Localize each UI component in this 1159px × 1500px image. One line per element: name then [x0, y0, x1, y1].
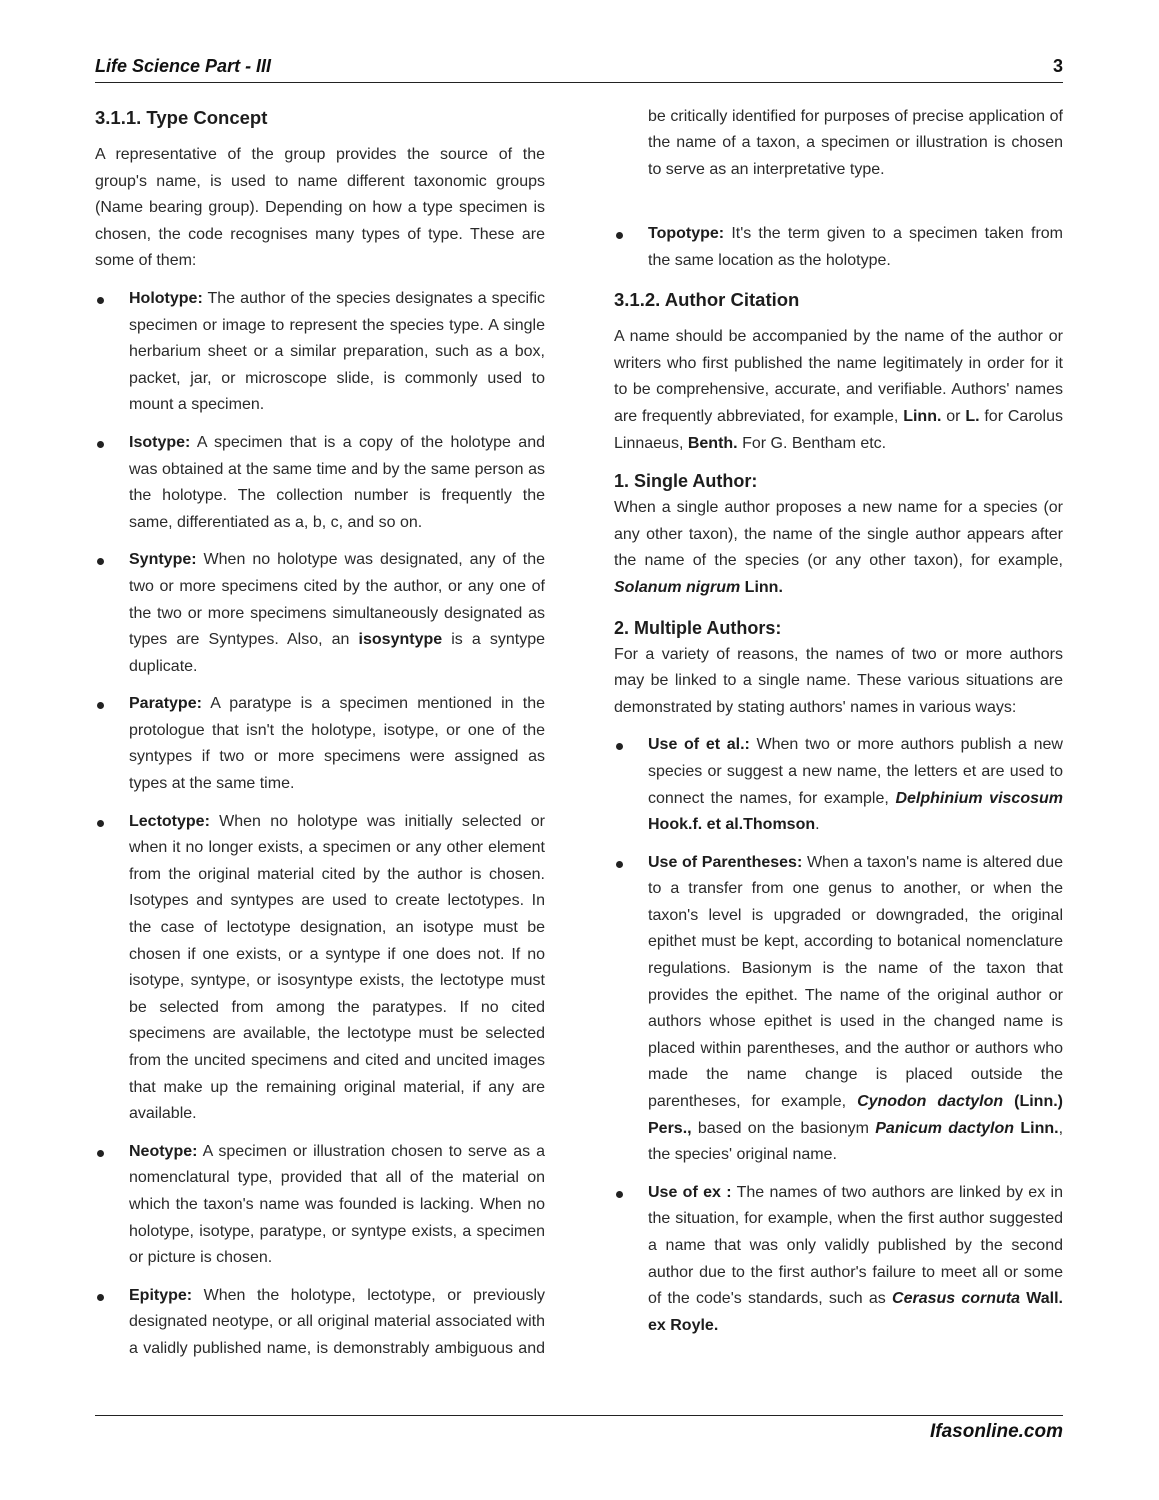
- bullet-icon: [97, 1150, 104, 1157]
- section-heading-author-citation: 3.1.2. Author Citation: [614, 289, 800, 311]
- author-royle: Wall. ex Royle.: [648, 1290, 1063, 1334]
- bullet-icon: [97, 702, 104, 709]
- term-ex: Use of ex :: [648, 1183, 732, 1201]
- author-linn: Linn.: [740, 578, 783, 596]
- footer-site: Ifasonline.com: [929, 1421, 1063, 1442]
- topotype-text: It's the term given to a specimen taken from the same location as the holotype.: [648, 225, 1063, 269]
- paratype-text: A paratype is a specimen mentioned in the protologue that isn't the holotype, isotype, or one of the syntypes if two or more specimens were assigned as types at the same time.: [129, 695, 545, 793]
- species-delphinium: Delphinium viscosum: [895, 789, 1063, 807]
- isosyntype-term: isosyntype: [358, 631, 443, 649]
- list-item-syntype: [95, 547, 545, 680]
- ex-text: The names of two authors are linked by ex in the situation, for example, when the first author suggested a name that was only validly published by the second author due to the first author's failure to meet all or some of the code's standards, such as: [648, 1183, 1063, 1308]
- list-item-lectotype: [95, 809, 545, 1128]
- header-title: Life Science Part - III: [95, 56, 272, 76]
- lectotype-text: When no holotype was initially selected or when it no longer exists, a specimen or any other element from the original material cited by the author is chosen. Isotypes and syntypes are used to create lectotypes. In the case of lectotype designation, an isotype must be chosen if one exists, or a syntype if one does not. If no isotype, syntype, or isosyntype exists, the lectotype must be selected from among the paratypes. If no cited specimens are available, the lectotype must be selected from the uncited specimens and cited and uncited images that make up the remaining original material, if any are available.: [129, 812, 545, 1123]
- et-al-text: When two or more authors publish a new species or suggest a new name, the letters et are used to connect the names, for example,: [648, 736, 1063, 807]
- term-lectotype: Lectotype:: [129, 812, 210, 830]
- bullet-icon: [97, 297, 104, 304]
- bullet-icon: [97, 558, 104, 565]
- term-syntype: Syntype:: [129, 551, 197, 569]
- list-item-paratype: [95, 691, 545, 797]
- author-linn-2: Linn.: [1014, 1119, 1059, 1137]
- bullet-icon: [616, 861, 623, 868]
- syntype-text: When no holotype was designated, any of the two or more specimens cited by the author, or any one of the two or more specimens simultaneously designated as types are Syntypes. Also, an: [129, 551, 545, 649]
- left-column: [95, 104, 545, 1363]
- parentheses-mid: based on the basionym: [691, 1119, 876, 1137]
- list-item-isotype: [95, 430, 545, 536]
- multiple-authors-text: For a variety of reasons, the names of two or more authors may be linked to a single name. These various situations are demonstrated by stating authors' names in various ways:: [614, 645, 1063, 716]
- species-solanum: Solanum nigrum: [614, 578, 741, 596]
- holotype-text: The author of the species designates a specific specimen or image to represent the species type. A single herbarium sheet or a similar preparation, such as a box, packet, jar, or microscope slide, is commonly used to mount a specimen.: [129, 289, 545, 414]
- bullet-icon: [616, 743, 623, 750]
- abbr-l: L.: [965, 407, 980, 425]
- term-topotype: Topotype:: [648, 225, 725, 242]
- subheading-multiple-authors: 2. Multiple Authors:: [614, 617, 782, 638]
- list-item-holotype: [95, 286, 545, 419]
- single-author-text: [614, 495, 1063, 601]
- epitype-text: When the holotype, lectotype, or previously designated neotype, or all original material associated with a validly published name, is demonstrably ambiguous and: [129, 1286, 545, 1357]
- species-cerasus: Cerasus cornuta: [892, 1290, 1021, 1308]
- abbr-benth: Benth.: [687, 434, 738, 452]
- bullet-icon: [97, 441, 104, 448]
- epitype-continued-text: [648, 104, 1063, 210]
- term-paratype: Paratype:: [129, 695, 202, 713]
- parentheses-end: , the species' original name.: [648, 1119, 1064, 1164]
- et-al-end: .: [815, 816, 820, 834]
- term-holotype: Holotype:: [129, 289, 203, 307]
- abbr-linn: Linn.: [903, 407, 942, 425]
- type-concept-intro: A representative of the group provides the source of the group's name, is used to name different taxonomic groups (Name bearing group). Depending on how a type specimen is chosen, the code recognises many types of type. These are some of them:: [95, 146, 545, 270]
- term-epitype: Epitype:: [129, 1286, 193, 1304]
- list-item-epitype: [95, 1283, 545, 1363]
- page-header: [95, 56, 1063, 83]
- author-hook: Hook.f. et al.Thomson: [648, 816, 816, 834]
- footer-divider: [95, 1415, 1063, 1416]
- neotype-text: A specimen or illustration chosen to serve as a nomenclatural type, provided that all of the material on which the taxon's name was founded is lacking. When no holotype, isotype, paratype, or syntype exists, a specimen or picture is chosen.: [129, 1142, 545, 1267]
- epitype-continuation: [614, 104, 1063, 210]
- section-heading-type-concept: 3.1.1. Type Concept: [95, 107, 268, 128]
- author-citation-intro: [614, 324, 1063, 457]
- species-cynodon: Cynodon dactylon: [857, 1093, 1004, 1111]
- syntype-text-end: is a syntype duplicate.: [129, 631, 545, 675]
- list-item-ex: [614, 1180, 1063, 1340]
- intro-carolus: for Carolus Linnaeus,: [614, 407, 1063, 452]
- list-item-et-al: [614, 732, 1063, 838]
- intro-or: or: [941, 407, 966, 425]
- single-text: When a single author proposes a new name for a species (or any other taxon), the name of the single author appears after the name of the species (or any other taxon), for example,: [614, 499, 1063, 570]
- list-item-topotype: [614, 221, 1063, 274]
- intro-text: A name should be accompanied by the name of the author or writers who first published the name legitimately in order for it to be comprehensive, accurate, and verifiable. Authors' names are frequently abbreviated, for example,: [614, 328, 1063, 425]
- bullet-icon: [97, 820, 104, 827]
- species-panicum: Panicum dactylon: [875, 1119, 1015, 1137]
- intro-bentham: For G. Bentham etc.: [737, 434, 887, 452]
- bullet-icon: [97, 1294, 104, 1301]
- list-item-neotype: [95, 1139, 545, 1272]
- term-isotype: Isotype:: [129, 433, 191, 451]
- subheading-single-author: 1. Single Author:: [614, 471, 758, 492]
- term-neotype: Neotype:: [129, 1142, 198, 1160]
- term-et-al: Use of et al.:: [648, 736, 750, 754]
- list-item-parentheses: [614, 850, 1063, 1169]
- author-pers: (Linn.) Pers.,: [648, 1093, 1064, 1137]
- right-column: [614, 104, 1063, 1339]
- term-parentheses: Use of Parentheses:: [648, 853, 803, 871]
- bullet-icon: [616, 232, 623, 239]
- bullet-icon: [616, 1191, 623, 1198]
- epitype-overflow-text: be critically identified for purposes of precise application of the name of a taxon, a specimen or illustration is chosen to serve as an interpretative type.: [648, 107, 1063, 178]
- parentheses-text: When a taxon's name is altered due to a transfer from one genus to another, or when the taxon's level is upgraded or downgraded, the original epithet must be kept, according to botanical nomenclature regulations. Basionym is the name of the taxon that provides the epithet. The name of the original author or authors whose epithet is used in the changed name is placed within parentheses, and the author or authors who made the name change is placed outside the parentheses, for example,: [648, 853, 1064, 1111]
- isotype-text: A specimen that is a copy of the holotype and was obtained at the same time and by the same person as the holotype. The collection number is frequently the same, differentiated as a, b, c, and so on.: [129, 433, 545, 531]
- page-number: 3: [1052, 56, 1063, 76]
